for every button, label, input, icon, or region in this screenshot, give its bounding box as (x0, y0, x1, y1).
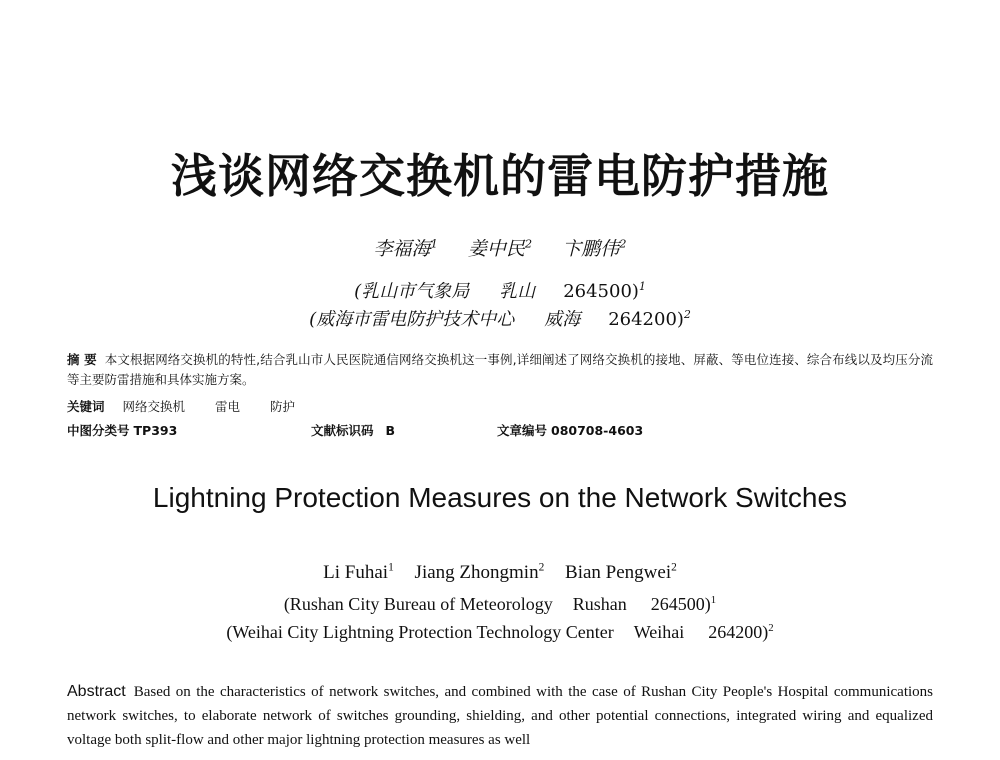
english-author: Jiang Zhongmin$^2$ (414, 561, 545, 583)
chinese-affiliation: (威海市雷电防护技术中心 威海 264200)$^2$ (309, 308, 691, 330)
chinese-author: 姜中民$^2$ (467, 236, 533, 260)
english-title: Lightning Protection Measures on the Network Switches (152, 482, 848, 513)
chinese-author: 李福海$^1$ (373, 236, 438, 260)
chinese-abstract-label: 摘 要 (67, 352, 97, 367)
english-abstract-text: Based on the characteristics of network switches, and combined with the case of Rushan City People's Hospital communications network switches, to elaborate network of switches grounding, shielding, and other potential connections, integrated wiring and equalized voltage both split-flow and other major lightning protection measures as well (67, 684, 933, 748)
clc-label: 中图分类号 (67, 423, 130, 438)
keyword: 防护 (270, 399, 296, 414)
clc-value: TP393 (133, 423, 178, 438)
chinese-affiliation: (乳山市气象局 乳山 264500)$^1$ (354, 280, 646, 302)
english-author: Li Fuhai$^1$ (323, 561, 394, 583)
chinese-author-list (0, 236, 1000, 262)
article-no-value: 080708-4603 (551, 423, 644, 438)
english-author-list (0, 560, 1000, 586)
chinese-title: 浅谈网络交换机的雷电防护措施 (171, 149, 829, 203)
english-abstract-label: Abstract (67, 683, 126, 700)
keywords-label: 关键词 (67, 399, 105, 414)
doc-code-label: 文献标识码 (311, 423, 374, 438)
chinese-keywords (67, 398, 295, 416)
english-affiliation: (Rushan City Bureau of Meteorology Rushan 264500)$^1$ (283, 594, 717, 614)
chinese-author: 卞鹏伟$^2$ (562, 236, 627, 260)
keyword: 雷电 (215, 399, 241, 414)
keyword: 网络交换机 (122, 399, 186, 414)
english-affiliation: (Weihai City Lightning Protection Technology Center Weihai 264200)$^2$ (226, 622, 774, 642)
doc-code-value: B (385, 423, 396, 438)
english-author: Bian Pengwei$^2$ (565, 561, 677, 583)
english-abstract (67, 680, 933, 752)
article-no-label: 文章编号 (497, 423, 548, 438)
chinese-abstract (67, 350, 933, 390)
chinese-abstract-text: 本文根据网络交换机的特性,结合乳山市人民医院通信网络交换机这一事例,详细阐述了网络交换机的接地、屏蔽、等电位连接、综合布线以及均压分流等主要防雷措施和具体实施方案。 (67, 352, 934, 387)
